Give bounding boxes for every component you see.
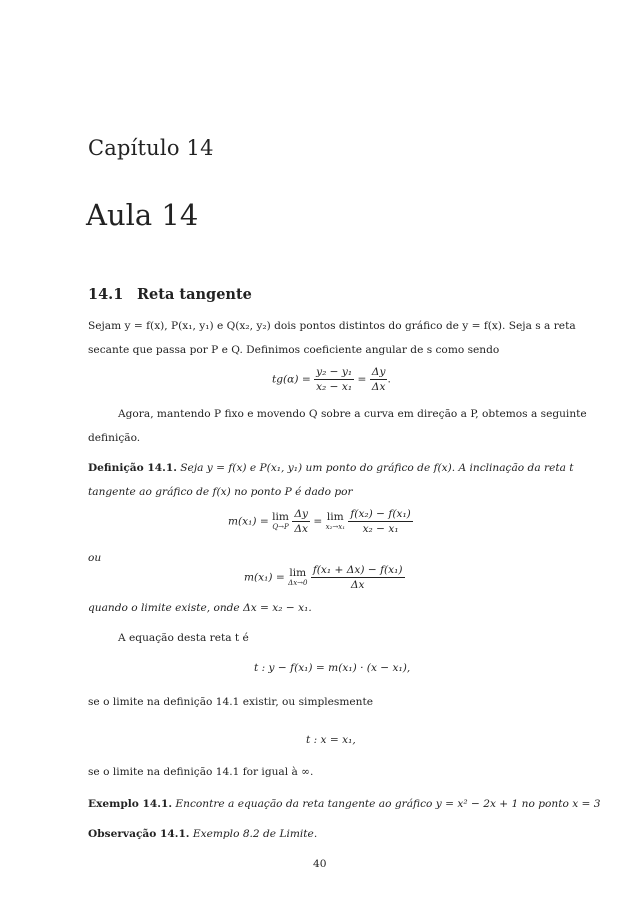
page-number: 40: [313, 858, 327, 870]
fraction-denominator: Δx: [371, 381, 386, 393]
tangent-condition-text: se o limite na definição 14.1 existir, ou simplesmente: [88, 696, 374, 708]
fraction-numerator: f(x₁ + Δx) − f(x₁): [312, 564, 403, 576]
equals-sign: =: [357, 373, 367, 386]
remark-text: Exemplo 8.2 de Limite.: [192, 828, 318, 840]
fraction-denominator: Δx: [294, 523, 308, 535]
lim-subscript: x₂→x₁: [325, 522, 346, 531]
period: .: [387, 373, 391, 386]
limit-equation-1: [228, 508, 413, 535]
fraction-delta: [292, 508, 310, 535]
tangent-infinite-text: se o limite na definição 14.1 for igual à ∞.: [88, 766, 314, 778]
definition-label: Definição 14.1.: [88, 462, 177, 474]
lim-text: lim: [289, 567, 307, 580]
tangent-intro: A equação desta reta t é: [118, 632, 249, 644]
or-text: ou: [88, 552, 102, 564]
remark-paragraph: [88, 828, 317, 840]
eq-lhs: m(x₁) =: [244, 571, 285, 584]
intro-line-1: Sejam y = f(x), P(x₁, y₁) e Q(x₂, y₂) dois pontos distintos do gráfico de y = f(x). Seja s a reta: [88, 320, 576, 332]
fraction-denominator: x₂ − x₁: [362, 523, 399, 535]
limit-equation-2: [244, 564, 405, 591]
fraction-denominator: Δx: [350, 579, 365, 591]
limit-operator: [272, 512, 289, 531]
lim-text: lim: [272, 511, 289, 524]
intro-line-2: secante que passa por P e Q. Definimos coeficiente angular de s como sendo: [88, 344, 500, 356]
fraction-increment-quotient: [311, 564, 405, 591]
limit-operator: [288, 568, 307, 587]
example-label: Exemplo 14.1.: [88, 798, 173, 810]
fraction-numerator: Δy: [294, 508, 308, 520]
chapter-heading: Capítulo 14: [88, 136, 214, 160]
lim-subscript: Δx→0: [288, 578, 308, 587]
fraction-numerator: y₂ − y₁: [316, 366, 353, 378]
section-number: 14.1: [88, 286, 124, 303]
example-text: Encontre a equação da reta tangente ao gráfico y = x² − 2x + 1 no ponto x = 3: [175, 798, 601, 810]
fraction-numerator: f(x₂) − f(x₁): [350, 508, 411, 520]
tangent-line-equation: t : y − f(x₁) = m(x₁) · (x − x₁),: [254, 662, 411, 674]
tangent-slope-equation: [272, 366, 391, 393]
fraction-numerator: Δy: [371, 366, 386, 378]
lesson-title: Aula 14: [86, 198, 199, 232]
definition-closing: quando o limite existe, onde Δx = x₂ − x₁.: [88, 602, 312, 614]
lim-subscript: Q→P: [272, 522, 289, 531]
definition-line-2: tangente ao gráfico de f(x) no ponto P é dado por: [88, 486, 353, 498]
eq-lhs: m(x₁) =: [228, 515, 269, 528]
limit-operator: [326, 512, 345, 531]
vertical-tangent-equation: t : x = x₁,: [306, 734, 356, 746]
paragraph-2-line-2: definição.: [88, 432, 141, 444]
lim-text: lim: [326, 511, 344, 524]
remark-label: Observação 14.1.: [88, 828, 190, 840]
example-paragraph: [88, 798, 601, 810]
definition-text: Seja y = f(x) e P(x₁, y₁) um ponto do gráfico de f(x). A inclinação da reta t: [180, 462, 574, 474]
section-title: Reta tangente: [137, 286, 252, 303]
eq-lhs: tg(α) =: [272, 373, 311, 386]
definition-line-1: [88, 462, 574, 474]
paragraph-2-line-1: Agora, mantendo P fixo e movendo Q sobre a curva em direção a P, obtemos a seguinte: [118, 408, 587, 420]
fraction-difference-quotient: [348, 508, 412, 535]
fraction-secant: [314, 366, 354, 393]
fraction-delta: [370, 366, 391, 393]
equals-sign: =: [313, 515, 323, 528]
fraction-denominator: x₂ − x₁: [316, 381, 353, 393]
